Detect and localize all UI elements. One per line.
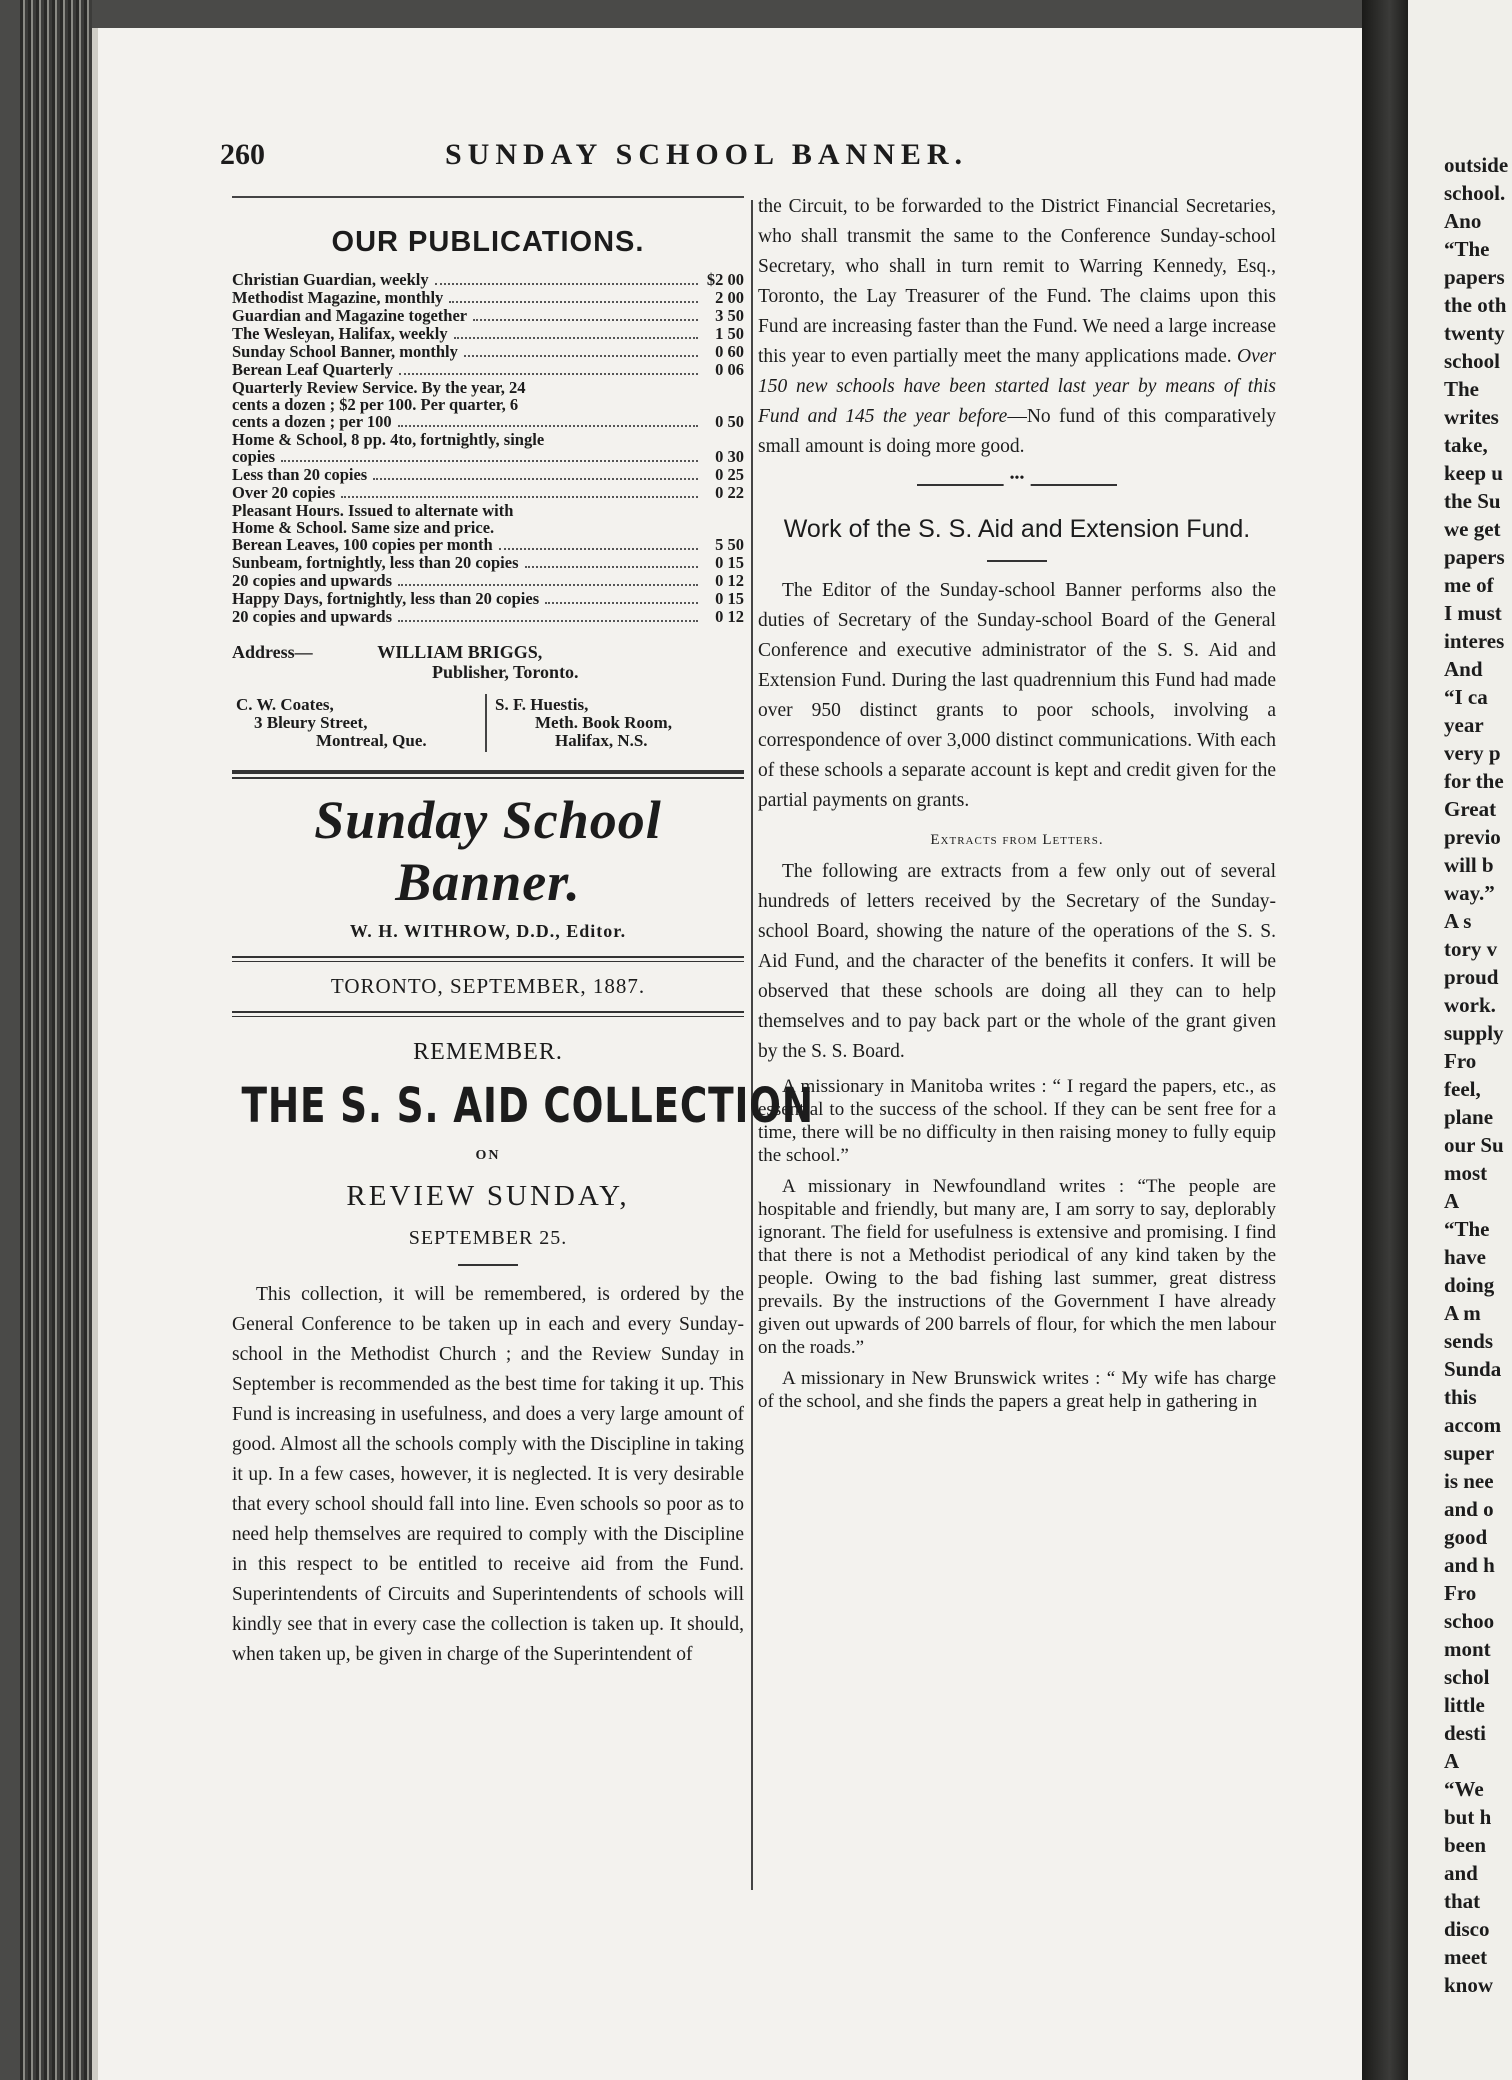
facing-page-line: writes [1444, 405, 1499, 429]
facing-page-line: take, [1444, 433, 1488, 457]
publication-price: 0 06 [715, 360, 744, 379]
facing-page-line: Great [1444, 797, 1497, 821]
publication-price: 2 00 [715, 288, 744, 307]
facing-page-line: interes [1444, 629, 1505, 653]
running-head [220, 138, 1080, 178]
facing-page-line: year [1444, 713, 1484, 737]
right-column [758, 192, 1276, 1413]
publisher-name: WILLIAM BRIGGS, [377, 642, 543, 662]
agent-name: S. F. Huestis, [495, 695, 589, 714]
leader-dots [398, 584, 698, 586]
september-date: SEPTEMBER 25. [408, 1227, 568, 1249]
publication-price: 0 12 [715, 571, 744, 590]
aid-collection-heading: THE S. S. AID COLLECTION [241, 1078, 814, 1134]
facing-page-line: accom [1444, 1413, 1502, 1437]
facing-page-line: good [1444, 1525, 1488, 1549]
publication-row [232, 608, 744, 626]
short-rule [458, 1264, 518, 1266]
facing-page-line: this [1444, 1385, 1477, 1409]
publication-name: Berean Leaf Quarterly [232, 360, 393, 379]
publication-price: 0 60 [715, 342, 744, 361]
dateline: TORONTO, SEPTEMBER, 1887. [330, 974, 646, 998]
publication-row [232, 466, 744, 484]
publication-name: Home & School. Same size and price. [232, 518, 495, 537]
facing-page-line: Fro [1444, 1049, 1477, 1073]
extracts-heading: Extracts from Letters. [930, 832, 1104, 848]
letter-new-brunswick: A missionary in New Brunswick writes : “ My wife has charge of the school, and she finds the papers a great help in gathering in [758, 1368, 1276, 1412]
extracts-intro: The following are extracts from a few only out of several hundreds of letters received by the Secretary of the Sunday-school Board, showing the nature of the operations of the S. S. Aid Fund, and the character of the benefits it confers. It will be observed that these schools are doing all they can to help themselves and to pay back part or the whole of the grant given by the S. S. Board. [758, 861, 1276, 1062]
agent-street: Meth. Book Room, [535, 713, 672, 732]
agent-name: C. W. Coates, [236, 695, 334, 714]
letter-manitoba: A missionary in Manitoba writes : “ I regard the papers, etc., as essential to the success of the school. If they can be sent free for a time, there will be no difficulty in then raising money to fully equip the school.” [758, 1076, 1276, 1166]
publication-name: Sunday School Banner, monthly [232, 342, 458, 361]
facing-page-line: is nee [1444, 1469, 1494, 1493]
facing-page-line: know [1444, 1973, 1494, 1997]
publication-name: Over 20 copies [232, 483, 336, 502]
facing-page-line: tory v [1444, 937, 1498, 961]
publication-name: Happy Days, fortnightly, less than 20 copies [232, 589, 540, 608]
publications-list [232, 271, 744, 626]
publication-price: 3 50 [715, 306, 744, 325]
facing-page-line: The [1444, 377, 1480, 401]
facing-page-line: A m [1444, 1301, 1481, 1325]
agent-street: 3 Bleury Street, [254, 713, 368, 732]
publication-name: 20 copies and upwards [232, 571, 392, 590]
page-number: 260 [220, 138, 265, 171]
continuation-text-a: the Circuit, to be forwarded to the District Financial Secretaries, who shall transmit the same to the Conference Sunday-school Secretary, who shall in turn remit to Warring Kennedy, Esq., Toronto, the Lay Treasurer of the Fund. The claims upon this Fund are increasing faster than the Fund. We need a large increase this year to even partially meet the many applications made. [758, 196, 1276, 367]
facing-page-line: keep u [1444, 461, 1503, 485]
on-label: ON [475, 1148, 501, 1163]
facing-page-line: And [1444, 657, 1483, 681]
leader-dots [398, 425, 698, 427]
dateline-rule-top [232, 956, 744, 962]
facing-page-line: feel, [1444, 1077, 1481, 1101]
publication-price: 0 50 [715, 412, 744, 431]
facing-page-line: school. [1444, 181, 1506, 205]
facing-page-line: our Su [1444, 1133, 1504, 1157]
facing-page-line: A [1444, 1749, 1460, 1773]
publication-row [232, 343, 744, 361]
facing-page-line: little [1444, 1693, 1485, 1717]
masthead: Sunday School Banner. [314, 790, 662, 912]
publication-name: Guardian and Magazine together [232, 306, 468, 325]
facing-page-line: Ano [1444, 209, 1482, 233]
address-label: Address— [232, 642, 313, 662]
publication-name: Sunbeam, fortnightly, less than 20 copies [232, 553, 519, 572]
publisher-place: Publisher, Toronto. [432, 662, 579, 682]
publication-price: 0 22 [715, 483, 744, 502]
facing-page-line: have [1444, 1245, 1486, 1269]
section-paragraph: The Editor of the Sunday-school Banner performs also the duties of Secretary of the Sunday-school Board of the General Conference and executive administrator of the S. S. Aid and Extension Fund. During the last quadrennium this Fund had made over 950 distinct grants to poor schools, involving a correspondence of over 3,000 distinct communications. With each of these schools a separate account is kept and credit given for the partial payments on grants. [758, 580, 1276, 811]
publication-row [232, 271, 744, 289]
publication-row [232, 325, 744, 343]
address-block [232, 642, 744, 682]
facing-page-line: “The [1444, 237, 1490, 261]
facing-page-line: mont [1444, 1637, 1491, 1661]
facing-page-line: school [1444, 349, 1501, 373]
left-column [232, 210, 814, 1670]
publication-price: $2 00 [706, 270, 744, 289]
leader-dots [398, 620, 698, 622]
publication-name: Methodist Magazine, monthly [232, 288, 444, 307]
publication-row [232, 396, 744, 413]
publication-row [232, 379, 744, 396]
facing-page-line: supply [1444, 1021, 1504, 1045]
agent-city: Halifax, N.S. [555, 731, 648, 750]
continuation-text-b: —No fund of this comparatively small amount is doing more good. [758, 406, 1277, 457]
facing-page-line: for the [1444, 769, 1504, 793]
facing-page-line: sends [1444, 1329, 1494, 1353]
ornament-divider [917, 480, 1117, 490]
publications-heading: OUR PUBLICATIONS. [331, 226, 645, 258]
publication-name: Home & School, 8 pp. 4to, fortnightly, single [232, 430, 545, 449]
facing-page-line: the oth [1444, 293, 1507, 317]
facing-page-line: previo [1444, 825, 1501, 849]
facing-page-line: and [1444, 1861, 1478, 1885]
facing-page-line: way.” [1444, 881, 1495, 905]
facing-page-line: papers [1444, 265, 1505, 289]
facing-page-line: outside [1444, 153, 1509, 177]
collection-paragraph: This collection, it will be remembered, is ordered by the General Conference to be taken up in each and every Sunday-school in the Methodist Church ; and the Review Sunday in September is recommended as the best time for taking it up. This Fund is increasing in usefulness, and does a very large amount of good. Almost all the schools comply with the Discipline in taking it up. In a few cases, however, it is neglected. It is very desirable that every school should fall into line. Even schools so poor as to need help themselves are required to comply with the Discipline in this respect to be entitled to receive aid from the Fund. Superintendents of Circuits and Superintendents of schools will kindly see that in every case the collection is taken up. It should, when taken up, be given in charge of the Superintendent of [232, 1284, 744, 1665]
publication-row [232, 361, 744, 379]
facing-page-line: Sunda [1444, 1357, 1502, 1381]
leader-dots [373, 478, 698, 480]
publication-name: Christian Guardian, weekly [232, 270, 429, 289]
publication-row [232, 572, 744, 590]
facing-page-line: Fro [1444, 1581, 1477, 1605]
facing-page-line: A s [1444, 909, 1472, 933]
publication-price: 0 30 [715, 447, 744, 466]
short-rule [987, 560, 1047, 562]
publication-price: 0 12 [715, 607, 744, 626]
facing-page-line: and o [1444, 1497, 1494, 1521]
publication-name: cents a dozen ; per 100 [232, 412, 392, 431]
header-rule [232, 196, 744, 198]
publication-row [232, 413, 744, 431]
publication-row [232, 289, 744, 307]
facing-page-line: most [1444, 1161, 1488, 1185]
facing-page-line: that [1444, 1889, 1481, 1913]
leader-dots [525, 566, 699, 568]
agents [232, 694, 744, 752]
review-sunday-heading: REVIEW SUNDAY, [346, 1180, 630, 1212]
book-page-edges [20, 0, 92, 2080]
publication-row [232, 307, 744, 325]
publication-price: 0 15 [715, 589, 744, 608]
facing-page-line: plane [1444, 1105, 1494, 1129]
leader-dots [473, 319, 698, 321]
facing-page-line: me of [1444, 573, 1494, 597]
publication-price: 0 15 [715, 553, 744, 572]
running-title: SUNDAY SCHOOL BANNER. [445, 138, 969, 171]
facing-page-line: the Su [1444, 489, 1501, 513]
continuation-italic: Over 150 new schools have been started last year by means of this Fund and 145 the year before [758, 346, 1276, 427]
facing-page-line: we get [1444, 517, 1501, 541]
publication-price: 1 50 [715, 324, 744, 343]
facing-page-line: work. [1444, 993, 1496, 1017]
publication-name: Berean Leaves, 100 copies per month [232, 535, 493, 554]
publication-name: copies [232, 447, 276, 466]
continuation-paragraph [758, 192, 1276, 462]
publication-name: Pleasant Hours. Issued to alternate with [232, 501, 514, 520]
facing-page-line: proud [1444, 965, 1499, 989]
publication-row [232, 536, 744, 554]
publication-name: 20 copies and upwards [232, 607, 392, 626]
facing-page-line: twenty [1444, 321, 1505, 345]
facing-page-line: “I ca [1444, 685, 1488, 709]
agent-city: Montreal, Que. [316, 731, 427, 750]
facing-page-line: disco [1444, 1917, 1490, 1941]
agent-montreal [232, 694, 485, 752]
facing-page-line: papers [1444, 545, 1505, 569]
leader-dots [281, 460, 698, 462]
agent-halifax [485, 694, 744, 752]
leader-dots [449, 301, 698, 303]
publication-row [232, 484, 744, 502]
column-rule [751, 200, 753, 1890]
leader-dots [435, 283, 698, 285]
facing-page-line: doing [1444, 1273, 1495, 1297]
publication-name: Less than 20 copies [232, 465, 368, 484]
leader-dots [464, 355, 698, 357]
facing-page-line: been [1444, 1833, 1486, 1857]
remember-heading: REMEMBER. [413, 1039, 563, 1065]
leader-dots [454, 337, 698, 339]
facing-page-line: super [1444, 1441, 1495, 1465]
facing-page-line: “The [1444, 1217, 1490, 1241]
facing-page-line: will b [1444, 853, 1494, 877]
leader-dots [399, 373, 698, 375]
publication-row [232, 554, 744, 572]
publication-name: Quarterly Review Service. By the year, 24 [232, 378, 526, 397]
leader-dots [341, 496, 698, 498]
facing-page-fragment [1408, 0, 1512, 2080]
facing-page-line: A [1444, 1189, 1460, 1213]
letter-newfoundland: A missionary in Newfoundland writes : “The people are hospitable and friendly, but many are, I am sorry to say, deplorably ignorant. The field for usefulness is extensive and promising. I find that there is not a Methodist periodical of any kind taken by the people. Owing to the bad fishing last summer, great distress prevails. By the instructions of the Government I have already given out upwards of 200 barrels of flour, for which the men labour on the roads.” [758, 1176, 1276, 1358]
facing-page-line: schol [1444, 1665, 1490, 1689]
facing-page-line: I must [1444, 601, 1502, 625]
facing-page-line: schoo [1444, 1609, 1495, 1633]
leader-dots [545, 602, 698, 604]
section-heading: Work of the S. S. Aid and Extension Fund. [783, 515, 1251, 543]
facing-page-line: “We [1444, 1777, 1484, 1801]
facing-page-line: desti [1444, 1721, 1486, 1745]
publication-row [232, 519, 744, 536]
publication-price: 5 50 [715, 535, 744, 554]
facing-page-line: very p [1444, 741, 1501, 765]
book-gutter [1362, 0, 1408, 2080]
editor-line: W. H. WITHROW, D.D., Editor. [349, 921, 627, 941]
publication-row [232, 448, 744, 466]
publication-name: The Wesleyan, Halifax, weekly [232, 324, 448, 343]
dateline-rule-bottom [232, 1011, 744, 1017]
publication-row [232, 502, 744, 519]
leader-dots [499, 548, 698, 550]
publication-row [232, 431, 744, 448]
publication-name: cents a dozen ; $2 per 100. Per quarter, 6 [232, 395, 519, 414]
publication-price: 0 25 [715, 465, 744, 484]
publication-row [232, 590, 744, 608]
facing-page-line: and h [1444, 1553, 1495, 1577]
facing-page-line: but h [1444, 1805, 1492, 1829]
masthead-rule-top [232, 770, 744, 779]
facing-page-line: meet [1444, 1945, 1488, 1969]
